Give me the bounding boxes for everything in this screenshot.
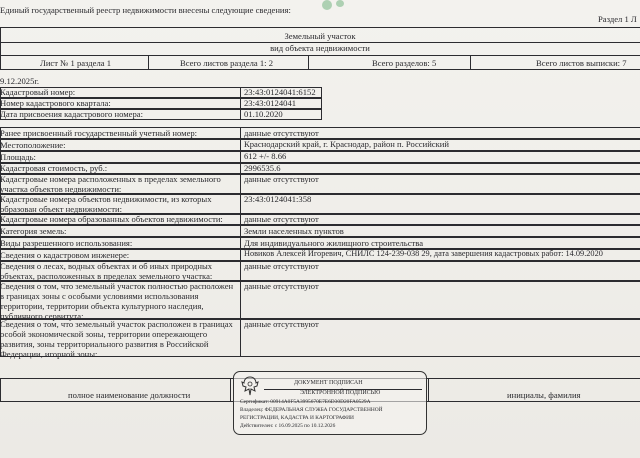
row-label: Площадь: xyxy=(0,152,36,162)
e-signature-stamp xyxy=(233,371,427,435)
row-label: Кадастровые номера объектов недвижимости, из которых образован объект недвижимости: xyxy=(0,194,212,214)
row-label: Номер кадастрового квартала: xyxy=(0,98,111,108)
row-label: Кадастровый номер: xyxy=(0,87,76,97)
sheet-number: Лист № 1 раздела 1 xyxy=(40,58,112,68)
row-label: Виды разрешенного использования: xyxy=(0,238,133,248)
leaf-decoration xyxy=(322,0,332,10)
stamp-title: ДОКУМЕНТ ПОДПИСАН xyxy=(294,380,363,386)
section-label: Раздел 1 Л xyxy=(598,14,637,24)
intro-text: Единый государственный реестр недвижимости внесены следующие сведения: xyxy=(0,5,291,15)
stamp-subtitle: ЭЛЕКТРОННОЙ ПОДПИСЬЮ xyxy=(300,390,381,396)
row-label: Сведения о кадастровом инженере: xyxy=(0,250,130,260)
stamp-owner-cont: РЕГИСТРАЦИИ, КАДАСТРА И КАРТОГРАФИИ xyxy=(240,415,354,421)
leaf-decoration xyxy=(336,0,344,7)
object-type: Земельный участок xyxy=(284,31,356,41)
row-value: данные отсутствуют xyxy=(244,128,319,138)
sheets-in-section: Всего листов раздела 1: 2 xyxy=(180,58,273,68)
row-value: данные отсутствуют xyxy=(244,174,319,184)
stamp-certificate: Сертификат: 00914A0F5A3995670E7E6D30D20FA0529A xyxy=(240,399,371,405)
row-value: 2996535.6 xyxy=(244,163,281,173)
emblem-icon xyxy=(240,375,260,397)
row-label: Кадастровые номера образованных объектов недвижимости: xyxy=(0,214,223,224)
row-value: данные отсутствуют xyxy=(244,319,319,329)
row-label: Ранее присвоенный государственный учетный номер: xyxy=(0,128,198,138)
row-value: данные отсутствуют xyxy=(244,261,319,271)
row-value: Краснодарский край, г. Краснодар, район п. Российский xyxy=(244,139,449,149)
row-label: Дата присвоения кадастрового номера: xyxy=(0,109,143,119)
row-value: 23:43:0124041:358 xyxy=(244,194,312,204)
stamp-owner: Владелец: ФЕДЕРАЛЬНАЯ СЛУЖБА ГОСУДАРСТВЕННОЙ xyxy=(240,407,383,413)
row-label: Сведения о лесах, водных объектах и об иных природных объектах, расположенных в пределах земельного участка: xyxy=(0,261,213,281)
row-value: 612 +/- 8.66 xyxy=(244,151,287,161)
row-value: 01.10.2020 xyxy=(244,109,283,119)
row-label: Сведения о том, что земельный участок полностью расположен в границах зоны с особыми условиями использования территории, территории объекта культурного наследия, публичного сервитута: xyxy=(0,281,234,321)
position-caption: полное наименование должности xyxy=(68,390,191,400)
row-value: 23:43:0124041:6152 xyxy=(244,87,316,97)
row-value: 23:43:0124041 xyxy=(244,98,297,108)
object-kind-caption: вид объекта недвижимости xyxy=(270,43,370,53)
total-sections: Всего разделов: 5 xyxy=(372,58,437,68)
row-value: Земли населенных пунктов xyxy=(244,226,344,236)
row-value: Для индивидуального жилищного строительства xyxy=(244,238,424,248)
total-sheets: Всего листов выписки: 7 xyxy=(536,58,627,68)
row-label: Сведения о том, что земельный участок расположен в границах особой экономической зоны, территории опережающего развития, зоны территориального развития в Российской Федерации, игорной зоны: xyxy=(0,319,233,359)
row-value: Новиков Алексей Игоревич, СНИЛС 124-239-038 29, дата завершения кадастровых работ: 14.09.2020 xyxy=(244,249,603,258)
row-value: данные отсутствуют xyxy=(244,214,319,224)
row-value: данные отсутствуют xyxy=(244,281,319,291)
row-label: Кадастровая стоимость, руб.: xyxy=(0,163,108,173)
row-label: Категория земель: xyxy=(0,226,67,236)
stamp-validity: Действителен: с 16.09.2025 по 10.12.2026 xyxy=(240,423,336,429)
row-label: Кадастровые номера расположенных в пределах земельного участка объектов недвижимости: xyxy=(0,174,221,194)
extract-date: 9.12.2025г. xyxy=(0,76,40,86)
initials-caption: инициалы, фамилия xyxy=(507,390,581,400)
row-label: Местоположение: xyxy=(0,140,66,150)
table-row xyxy=(0,151,640,163)
